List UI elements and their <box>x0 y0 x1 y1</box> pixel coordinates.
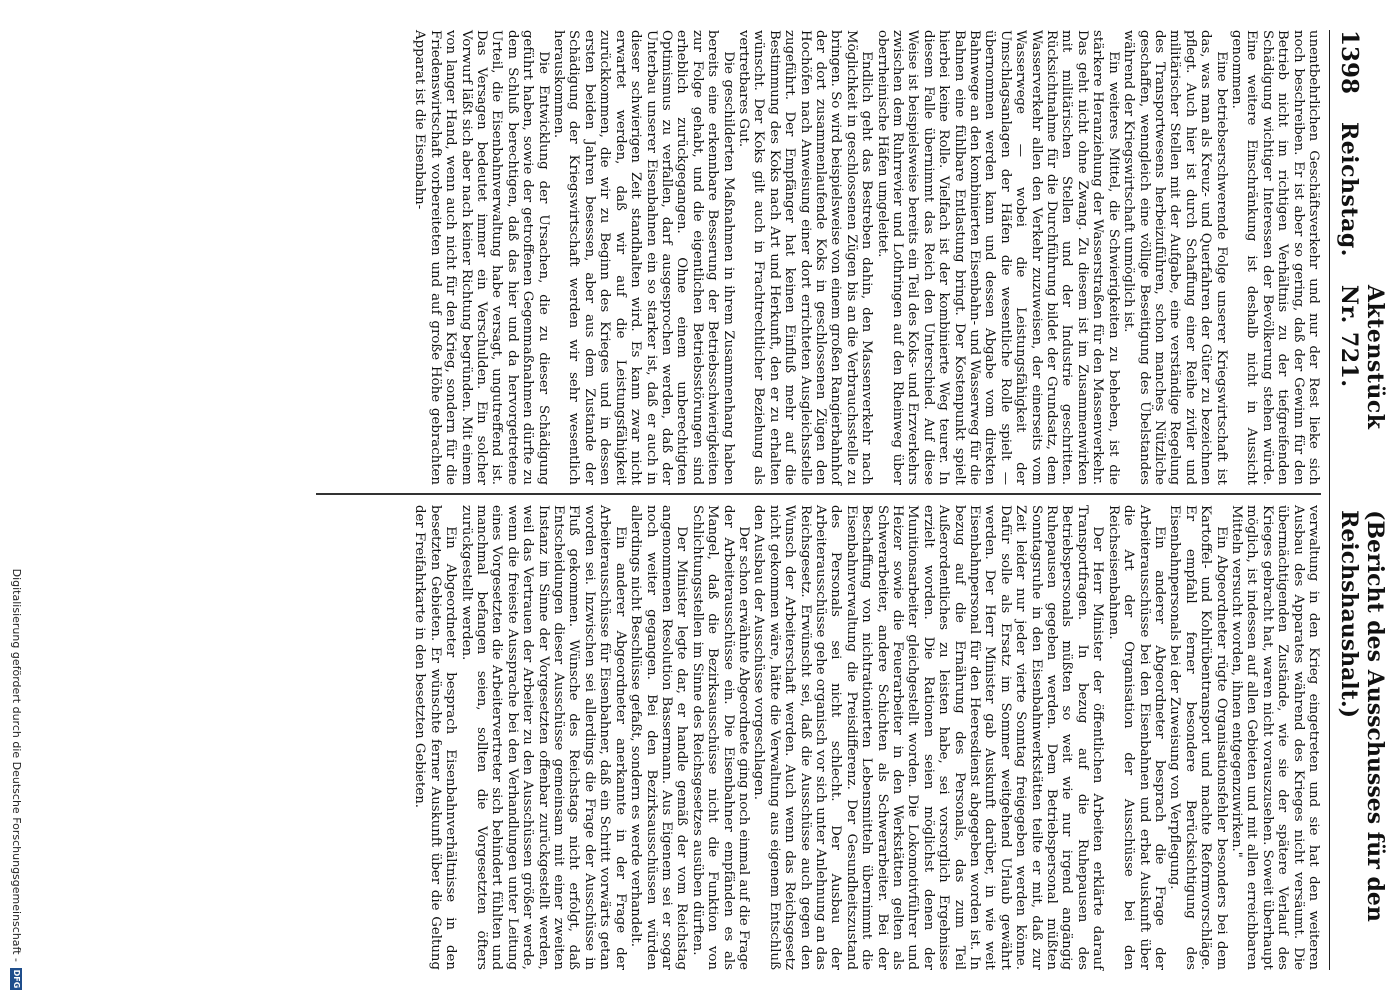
paragraph: Ein anderer Abgeordneter anerkannte in der Frage der Arbeiterausschüsse für Eisenbahner, daß ein Schritt vorwärts getan worden sei. Inzwischen sei allerdings die Frage der Ausschüsse in Fluß gekommen. Wünsche des Reichstags nicht erfolgt, daß Entscheidungen dieser Ausschüsse gemeinsam mit einer zweiten Instanz im Sinne der Vorgesetzten offenbar zurückgestellt werden, weil das Vertrauen der Arbeiter zu den Ausschüssen größer werde, wenn die freieste Aussprache bei den Verhandlungen unter Leitung eines Vorgesetzten die Arbeitervertreter sich behindert fühlten und manchmal befangen seien, sollten die Vorgesetzten öfters zurückgestellt werden. <box>458 505 628 970</box>
paragraph: Ein Abgeordneter rügte Organisationsfehler besonders bei dem Kartoffel- und Kohlrübentransport und machte Reformvorschläge. Er empfahl ferner besondere Berücksichtigung des Eisenbahnpersonals bei der Zuweisung von Verpflegung. <box>1167 505 1229 970</box>
page-header <box>1329 30 1388 970</box>
paragraph: Eine betriebserschwerende Folge unserer Kriegswirtschaft ist das, was man als Kreuz- und Querfahren der Güter zu bezeichnen pflegt. Auch hier ist durch Schaffung einer Reihe ziviler und militärischer Stellen mit der Aufgabe, eine verständige Regelung des Transportwesens herbeizuführen, schon manches Nützliche geschaffen, wenngleich eine völlige Beseitigung des Übelstandes während der Kriegswirtschaft unmöglich ist. <box>1121 30 1229 485</box>
paragraph: Ein Abgeordneter besprach Eisenbahnverhältnisse in den besetzten Gebieten. Er wünschte ferner Auskunft über die Geltung der Freifahrkarte in den besetzten Gebieten. <box>412 505 459 970</box>
paragraph: unentbehrlichen Geschäftsverkehr und nur der Rest lieke sich noch beschreiben. Er ist aber so gering, daß der Gewinn für den Betrieb nicht im richtigen Verhältnis zu der tiefgreifenden Schädigung wichtiger Interessen der Bevölkerung stehen würde. Eine weitere Einschränkung ist deshalb nicht in Aussicht genommen. <box>1228 30 1321 485</box>
column-divider <box>316 493 1321 495</box>
right-text-column <box>412 505 1321 970</box>
paragraph: Der Minister legte dar, er handle gemäß der vom Reichstag angenommenen Resolution Bassermann. Aus Eigenem sei er sogar noch weiter gegangen. Bei den Bezirksausschüssen würden allerdings nicht Beschlüsse gefaßt, sondern es werde verhandelt. <box>628 505 690 970</box>
paragraph: Der schon erwähnte Abgeordnete ging noch einmal auf die Frage der Arbeiterausschüsse ein. Die Eisenbahner empfänden es als Mangel, daß die Bezirksausschüsse nicht die Funktion von Schlichtungsstellen im Sinne des Reichsgesetzes ausüben dürften. <box>689 505 751 970</box>
paragraph: Der Herr Minister der öffentlichen Arbeiten erklärte darauf Transportfragen. In bezug auf die Ruhepausen des Betriebspersonals müßten so weit wie nur irgend angängig Ruhepausen gegeben werden. Dem Betriebspersonal müßten Sonntagsruhe in den Eisenbahnwerkstätten teilte er mit, daß zur Zeit leider nur jeder vierte Sonntag freigegeben werden könne. Dafür solle als Ersatz im Sommer weitgehend Urlaub gewährt werden. Der Herr Minister gab Auskunft darüber, in wie weit Eisenbahnpersonal für den Heeresdienst abgegeben worden ist. In bezug auf die Ernährung des Personals, das zum Teil Außerordentliches zu leisten habe, sei vorsorglich Ergebnisse erzielt worden. Die Rationen seien möglichst denen der Munitionsarbeiter gleichgestellt worden. Die Lokomotivführer und Heizer sowie die Feuerarbeiter in den Werkstätten gelten als Schwerarbeiter, andere Schichten als Schwerarbeiter. Bei der Beschaffung von nichtrationierten Lebensmitteln übernimmt die Eisenbahnverwaltung die Preisdifferenz. Der Gesundheitszustand des Personals sei nicht schlecht. Der Ausbau der Arbeiterausschüsse gehe organisch vor sich unter Anlehnung an das Reichsgesetz. Erwünscht sei, daß die Ausschüsse auch gegen den Wunsch der Arbeiterschaft werden. Auch wenn das Reichsgesetz nicht gekommen wäre, hätte die Verwaltung aus eigenem Entschluß den Ausbau der Ausschüsse vorgeschlagen. <box>751 505 1106 970</box>
paragraph: Ein anderer Abgeordneter besprach die Frage der Arbeiterausschüsse bei den Eisenbahnen und erbat Auskunft über die Art der Organisation der Ausschüsse bei den Reichseisenbahnen. <box>1105 505 1167 970</box>
header-title-right: (Bericht des Ausschusses für den Reichshaushalt.) <box>1336 510 1388 922</box>
paragraph: Endlich geht das Bestreben dahin, den Massenverkehr nach Möglichkeit in geschlossenen Zügen bis an die Verbrauchsstelle zu bringen. So wird beispielsweise von einem großen Rangierbahnhof der dort zusammenlaufende Koks in geschlossenen Zügen den Hochöfen nach Anweisung einer dort errichteten Ausgleichsstelle zugeführt. Der Empfänger hat keinen Einfluß mehr auf die Bestimmung des Koks nach Art und Herkunft, den er zu erhalten wünscht. Der Koks gilt auch in Frachtrechtlicher Beziehung als vertretbares Gut. <box>735 30 875 485</box>
paragraph: verwaltung in den Krieg eingetreten und sie hat den weiteren Ausbau des Apparates während des Krieges nicht versäumt. Die übermächtigenden Zustände, wie sie der spätere Verlauf des Krieges gebracht hat, waren nicht vorauszusehen. Soweit überhaupt möglich, ist indessen auf allen Gebieten und mit allen erreichbaren Mitteln versucht worden, ihnen entgegenzuwirken." <box>1228 505 1321 970</box>
header-title-center: Aktenstück Nr. 721. <box>1336 284 1388 430</box>
paragraph: Die Entwicklung der Ursachen, die zu dieser Schädigung geführt haben, sowie der getroffenen Gegenmaßnahmen dürfte zu dem Schluß berechtigen, daß das hier und da hervorgetretene Urteil, die Eisenbahnverwaltung habe versagt, ungutreffend ist. Das Versagen bedeutet immer ein Verschulden. Ein solcher Vorwurf läßt sich aber nach keiner Richtung begründen. Mit einem von langer Hand, wenn auch nicht für den Krieg, sondern für die Friedenswirtschaft vorbereiteten und auf große Höhe gebrachten Apparat ist die Eisenbahn- <box>412 30 551 485</box>
header-title-left: Reichstag. <box>1336 122 1362 257</box>
digitization-credit <box>10 460 23 990</box>
page-number: 1398 <box>1336 30 1363 95</box>
paragraph: Ein weiteres Mittel, die Schwierigkeiten zu beheben, ist die stärkere Heranziehung der Wasserstraßen für den Massenverkehr. Das geht nicht ohne Zwang. Zu diesem ist im Zusammenwirken mit militärischen Stellen und der Industrie geschritten. Rücksichtnahme für die Durchführung bildet der Grundsatz, dem Wasserverkehr allen den Verkehr zuzuweisen, der einerseits vom Wasserwege — wobei die Leistungsfähigkeit der Umschlagsanlagen der Häfen die wesentliche Rolle spielt — übernommen werden kann und dessen Abgabe vom direkten Bahnwege an den kombinierten Eisenbahn- und Wasserweg für die Bahnen eine fühlbare Entlastung bringt. Der Kostenpunkt spielt hierbei keine Rolle. Vielfach ist der kombinierte Weg teurer. In diesem Falle übernimmt das Reich den Unterschied. Auf diese Weise ist beispielsweise bereits ein Teil des Koks- und Erzverkehrs zwischen dem Ruhrrevier und Lothringen auf den Rheinweg über oberrheinische Häfen umgeleitet. <box>874 30 1121 485</box>
credit-text: Digitalisierung gefördert durch die Deutsche Forschungsgemeinschaft - <box>10 568 23 962</box>
left-text-column <box>412 30 1321 485</box>
dfg-logo-icon: DFG <box>12 969 22 989</box>
paragraph: Die geschilderten Maßnahmen in ihrem Zusammenhang haben bereits eine erkennbare Besserung der Betriebsschwierigkeiten zur Folge gehabt, und die eigentlichen Betriebsstörungen sind erheblich zurückgegangen. Ohne einem unberechtigten Optimismus zu verfallen, darf ausgesprochen werden, daß der Unterbau unserer Eisenbahnen ein so starker ist, daß er auch in dieser schwierigen Zeit standhalten wird. Es kann zwar nicht erwartet werden, daß wir auf die Leistungsfähigkeit zurückkommen, die wir zu Beginn des Krieges und in dessen ersten beiden Jahren besessen, aber aus dem Zustande der Schädigung der Kriegswirtschaft werden wir sehr wesentlich herauskommen. <box>551 30 736 485</box>
